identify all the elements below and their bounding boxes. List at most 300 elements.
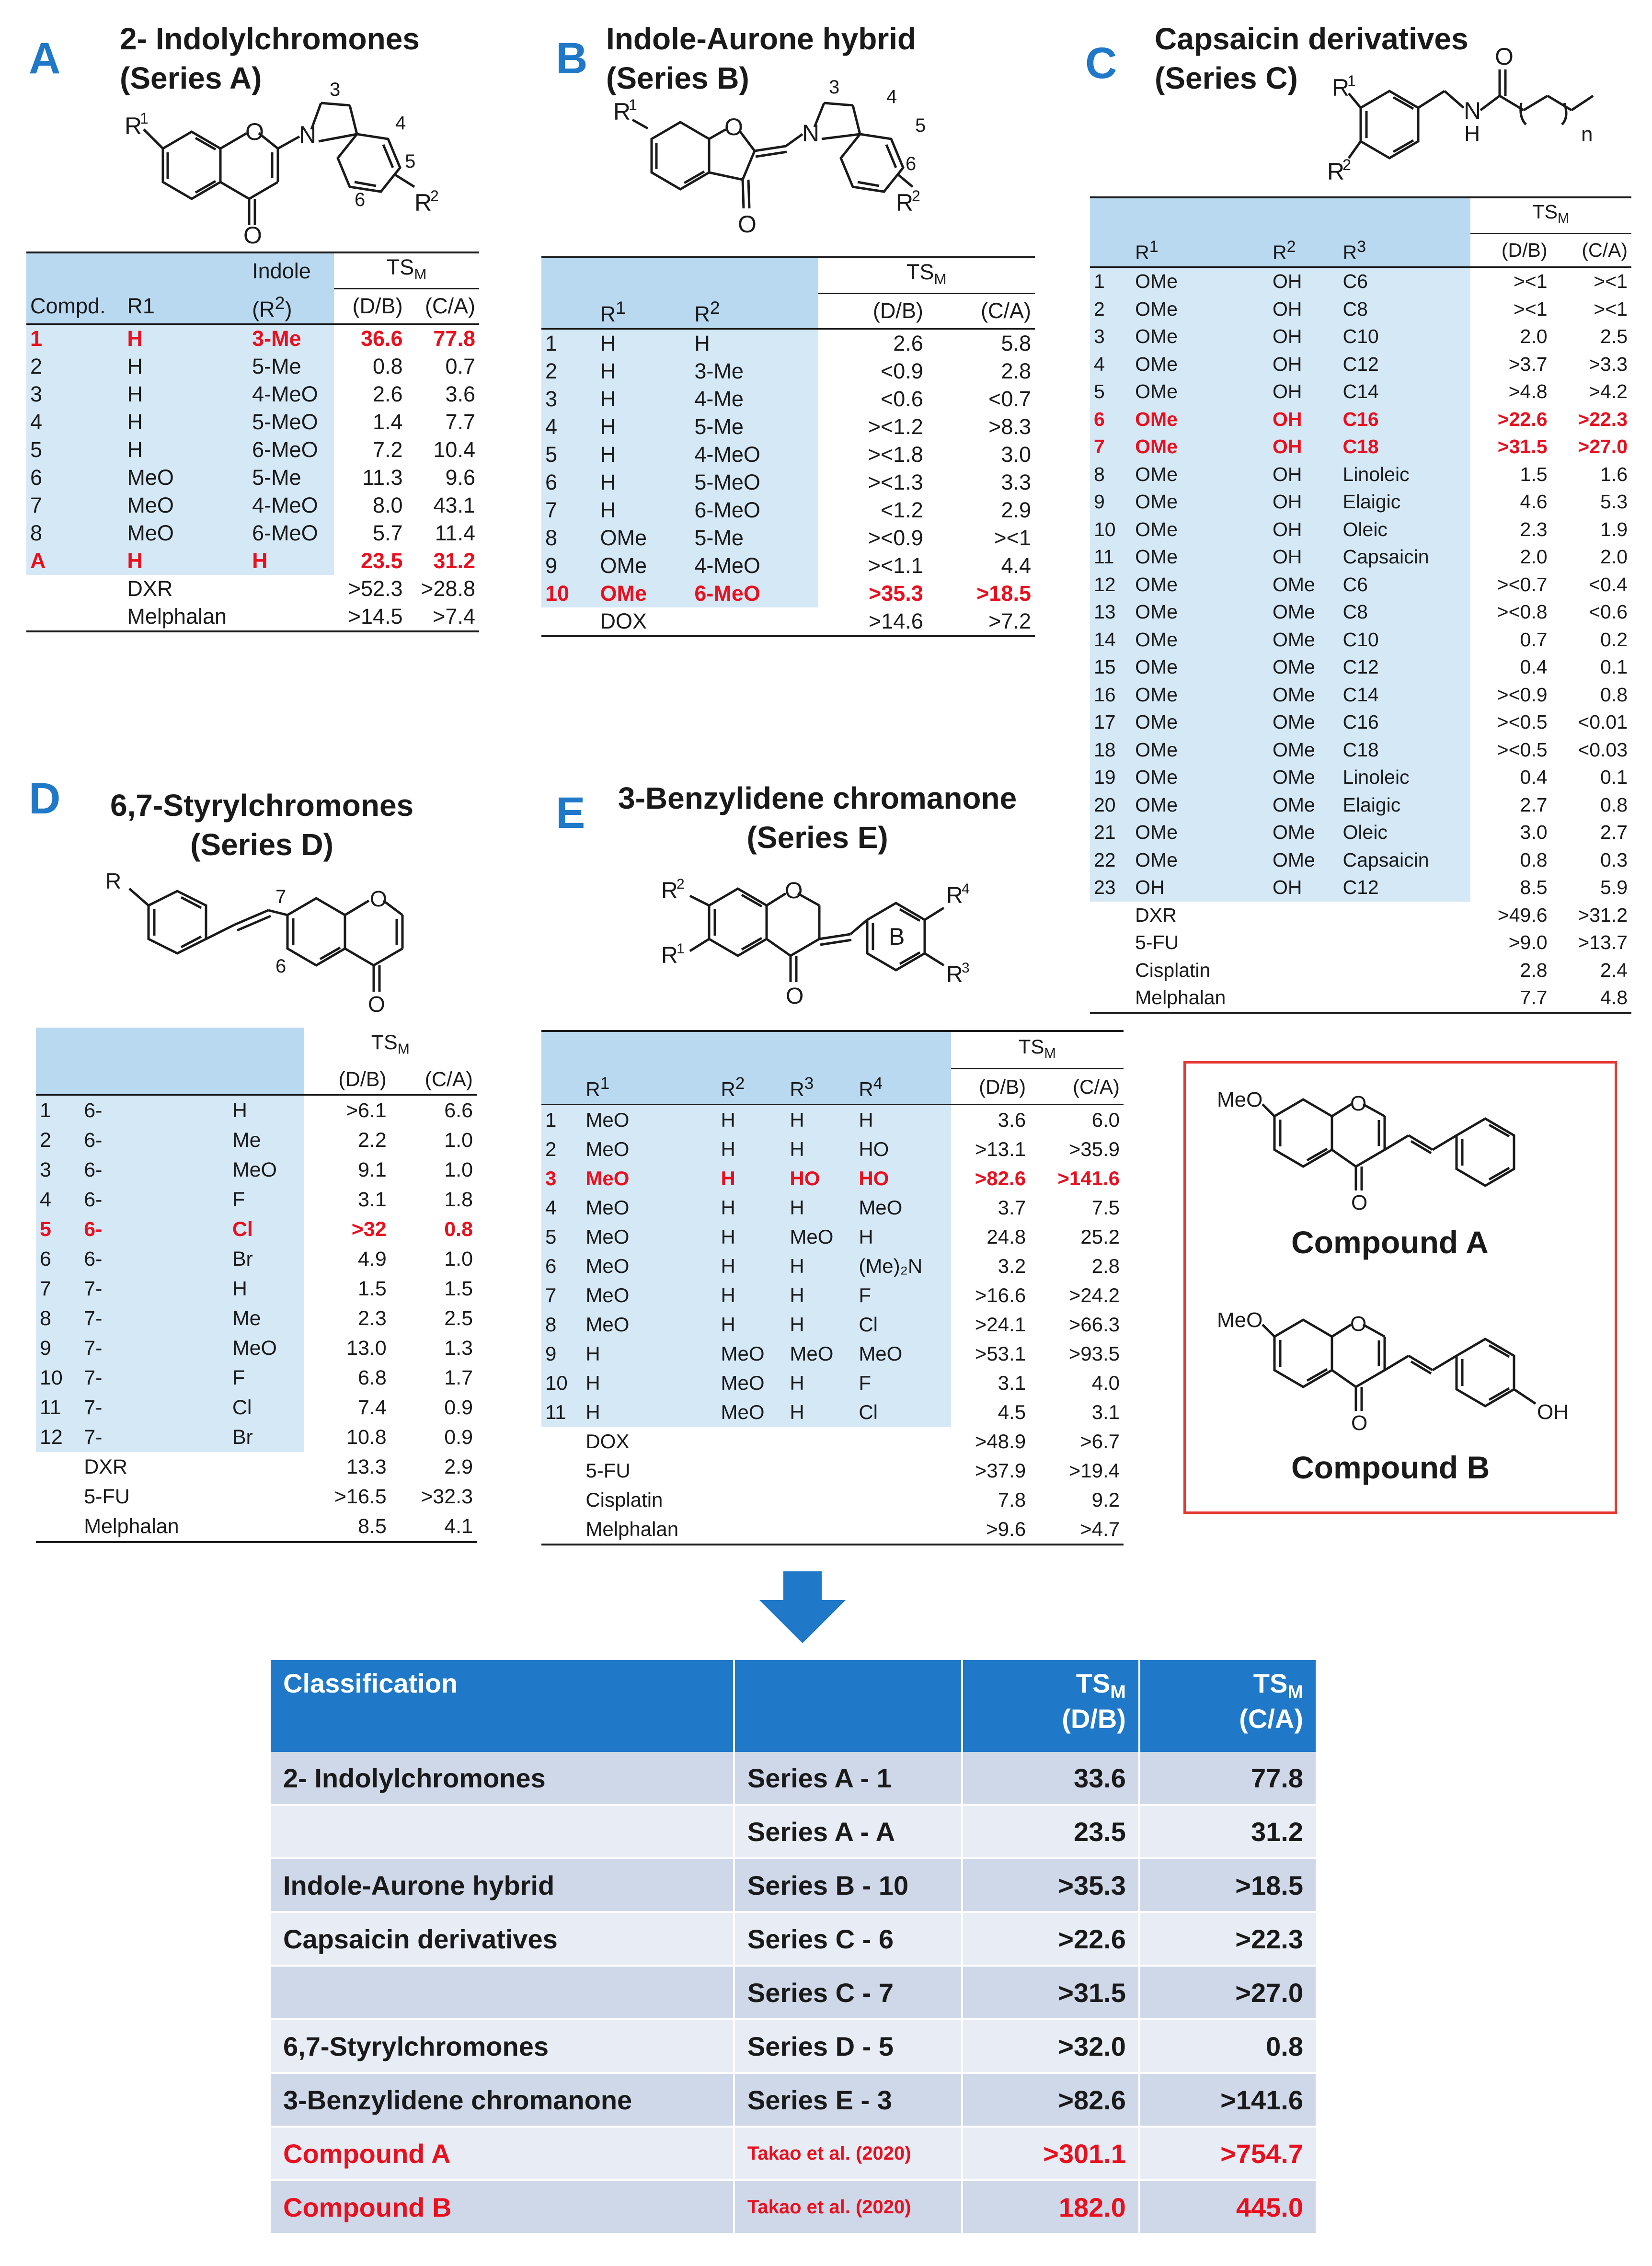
cell-r1: MeO xyxy=(123,519,248,547)
cell-r2: OH xyxy=(1269,488,1339,516)
cell-r3: C8 xyxy=(1339,296,1470,323)
cell-db: 4.5 xyxy=(998,1400,1026,1423)
panel-a-pos5: 5 xyxy=(405,151,416,172)
cell-r1: H xyxy=(123,380,248,408)
cell-ca: 2.7 xyxy=(1600,821,1628,844)
cell-c: 8 xyxy=(26,519,123,547)
cell-ca: 0.8 xyxy=(444,1217,473,1241)
cell-r1: OMe xyxy=(1131,598,1269,626)
table-row xyxy=(541,1134,1124,1164)
summary-classification: Capsaicin derivatives xyxy=(271,1912,734,1966)
empty-cell xyxy=(541,1514,582,1545)
compound-b-structure xyxy=(1217,1293,1591,1435)
cell-r1: OMe xyxy=(1131,709,1269,736)
empty-cell xyxy=(786,1485,855,1514)
panel-b-o-ring: O xyxy=(724,114,743,140)
summary-classification xyxy=(271,1966,734,2019)
table-row xyxy=(1090,626,1631,654)
cell-r4: Cl xyxy=(855,1310,951,1339)
summary-classification: 3-Benzylidene chromanone xyxy=(271,2073,734,2127)
cell-ca: 0.9 xyxy=(444,1396,473,1419)
cell-db: 7.2 xyxy=(373,437,403,462)
ref-db: >52.3 xyxy=(348,576,403,601)
cell-db: ><0.9 xyxy=(868,525,923,550)
cell-r3: MeO xyxy=(786,1222,855,1251)
cell-c: 7 xyxy=(541,1281,582,1310)
cell-r2: MeO xyxy=(717,1368,786,1397)
panel-b-pos4: 4 xyxy=(886,86,897,107)
panel-b-table xyxy=(541,256,1035,637)
cell-r2: H xyxy=(717,1251,786,1281)
table-row xyxy=(541,580,1035,607)
cell-ca: 4.0 xyxy=(1091,1371,1120,1394)
head-r1: R1 xyxy=(123,289,248,324)
cell-r2: 6-MeO xyxy=(690,580,818,607)
cell-r2: 5-MeO xyxy=(690,469,818,496)
cell-db: 24.8 xyxy=(987,1225,1026,1248)
panel-c-n-subscript: n xyxy=(1581,123,1593,146)
panel-c-r1-sup: 1 xyxy=(1347,72,1356,90)
cell-r2: OH xyxy=(1269,267,1339,296)
cell-c: 8 xyxy=(541,524,597,552)
summary-row xyxy=(271,2127,1317,2180)
cell-db: <1.2 xyxy=(880,497,923,522)
cell-r4: F xyxy=(855,1281,951,1310)
ref-name: DXR xyxy=(127,576,173,601)
ref-ca: >19.4 xyxy=(1068,1459,1120,1482)
head-r1: $R^1$ xyxy=(597,294,691,329)
reference-row xyxy=(1090,929,1631,957)
cell-ca: >66.3 xyxy=(1068,1313,1120,1336)
table-row xyxy=(541,552,1035,580)
cell-r1: H xyxy=(123,353,248,380)
panel-a-title-line2: (Series A) xyxy=(120,61,262,95)
panel-e-title-line2: (Series E) xyxy=(746,820,888,855)
cell-r1: H xyxy=(123,324,248,353)
cell-ca: 7.7 xyxy=(445,409,475,434)
cell-r1: OMe xyxy=(1131,378,1269,406)
cell-r4: H xyxy=(855,1104,951,1134)
table-row xyxy=(1090,433,1631,461)
cell-ca: 0.7 xyxy=(445,354,475,378)
cell-r1: H xyxy=(597,385,691,413)
cell-c: 2 xyxy=(26,353,123,380)
cell-r2: H xyxy=(717,1193,786,1222)
panel-e-title xyxy=(618,778,1017,857)
ref-name: DOX xyxy=(585,1430,630,1453)
cell-c: 9 xyxy=(36,1333,80,1363)
summary-ca: >141.6 xyxy=(1139,2073,1317,2127)
cell-r2: 6-MeO xyxy=(248,436,334,464)
cell-c: 7 xyxy=(541,496,597,524)
cell-r1: OMe xyxy=(1131,626,1269,654)
reference-row xyxy=(541,607,1035,636)
ref-db: >14.5 xyxy=(334,603,406,631)
ref-ca: 4.1 xyxy=(390,1511,477,1542)
table-row xyxy=(26,324,479,353)
empty-cell xyxy=(248,603,334,631)
table-row xyxy=(541,1222,1124,1251)
cell-r2: 3-Me xyxy=(248,324,334,353)
cell-db: ><1.2 xyxy=(868,414,923,439)
table-row xyxy=(26,408,479,436)
empty-cell xyxy=(1090,902,1131,929)
table-row xyxy=(541,1397,1124,1427)
cell-c: 19 xyxy=(1090,764,1131,791)
ref-db: 7.8 xyxy=(998,1488,1026,1511)
cell-r3: Elaigic xyxy=(1339,488,1470,516)
cell-c: 3 xyxy=(541,385,597,413)
cell-r2: OH xyxy=(1269,323,1339,351)
table-row xyxy=(541,469,1035,496)
cell-db: 1.4 xyxy=(373,409,403,434)
empty-cell xyxy=(717,1514,786,1545)
table-row xyxy=(26,547,479,575)
table-row xyxy=(26,519,479,547)
panel-e-r3-sup: 3 xyxy=(962,960,970,976)
panel-e-r2-sup: 2 xyxy=(677,876,685,892)
cell-r3: Capsaicin xyxy=(1339,847,1470,874)
cell-r3: Elaigic xyxy=(1339,791,1470,819)
summary-row xyxy=(271,2180,1317,2234)
table-row xyxy=(1090,461,1631,489)
table-row xyxy=(541,1339,1124,1368)
table-row xyxy=(541,1104,1124,1134)
cell-r: H xyxy=(229,1095,304,1125)
cell-db: 2.0 xyxy=(1520,546,1548,568)
cell-db: 4.9 xyxy=(357,1247,387,1270)
cell-ca: 25.2 xyxy=(1080,1225,1120,1248)
panel-b-r2-label: R xyxy=(896,189,914,216)
cell-ca: >18.5 xyxy=(976,581,1031,606)
table-row xyxy=(541,413,1035,441)
empty-cell xyxy=(36,1511,80,1542)
cell-r1: H xyxy=(123,408,248,436)
summary-db: 33.6 xyxy=(962,1752,1139,1805)
cell-ca: 31.2 xyxy=(433,548,475,573)
empty-cell xyxy=(1090,984,1131,1013)
summary-series: Series A - A xyxy=(734,1805,962,1858)
cell-db: >6.1 xyxy=(304,1095,390,1125)
summary-classification: 2- Indolylchromones xyxy=(271,1752,734,1805)
cell-r2: OMe xyxy=(1269,681,1339,709)
cell-r2: OMe xyxy=(1269,847,1339,874)
cell-ca: 0.1 xyxy=(1600,766,1628,789)
head-db: (D/B) xyxy=(338,1067,387,1091)
reference-row xyxy=(36,1452,477,1482)
cell-db: 0.8 xyxy=(373,354,403,378)
cell-db: 0.4 xyxy=(1520,656,1548,678)
cell-ca: 6.6 xyxy=(390,1095,477,1125)
table-row xyxy=(36,1244,477,1274)
summary-series: Series A - 1 xyxy=(734,1752,962,1805)
cell-ca: <0.01 xyxy=(1578,711,1628,733)
table-row xyxy=(1090,709,1631,736)
panel-a-letter: A xyxy=(29,34,61,83)
summary-ca: >22.3 xyxy=(1139,1912,1317,1966)
cell-r1: OH xyxy=(1131,874,1269,902)
ref-name: Melphalan xyxy=(80,1511,229,1542)
cell-c: 6 xyxy=(541,469,597,496)
table-row xyxy=(1090,323,1631,351)
cell-r3: H xyxy=(786,1104,855,1134)
head-r3: $R^3$ xyxy=(786,1069,855,1105)
empty-cell xyxy=(690,607,818,636)
empty-cell xyxy=(541,1456,582,1485)
empty-cell xyxy=(1090,929,1131,957)
cell-r4: Cl xyxy=(855,1397,951,1427)
summary-classification: 6,7-Styrylchromones xyxy=(271,2019,734,2073)
cell-ca: 0.2 xyxy=(1600,628,1628,651)
cell-ca: <0.4 xyxy=(1589,573,1628,595)
cell-db: 8.5 xyxy=(1520,876,1548,899)
empty-cell xyxy=(229,1482,304,1511)
cell-r1: MeO xyxy=(582,1251,717,1281)
panel-a-r1-sup: 1 xyxy=(140,110,149,127)
cell-db: 2.3 xyxy=(1520,518,1548,540)
empty-cell xyxy=(26,575,123,603)
cell-r2: H xyxy=(717,1281,786,1310)
table-row xyxy=(1090,764,1631,791)
cell-c: 4 xyxy=(26,408,123,436)
cell-c: 1 xyxy=(26,324,123,353)
ref-db: >9.0 xyxy=(1508,931,1548,954)
cell-r2: 5-Me xyxy=(248,464,334,492)
cell-r2: H xyxy=(248,547,334,575)
cell-c: 11 xyxy=(1090,543,1131,571)
cell-db: ><0.8 xyxy=(1497,601,1548,623)
head-ca: (C/A) xyxy=(424,1067,473,1091)
panel-c-n-label: N xyxy=(1464,97,1481,124)
table-row xyxy=(26,464,479,492)
table-row xyxy=(36,1422,477,1452)
cell-ca: <0.6 xyxy=(1589,601,1628,623)
ref-db: >14.6 xyxy=(818,607,927,636)
cell-c: 6 xyxy=(36,1244,80,1274)
cell-db: 0.4 xyxy=(1520,766,1548,789)
cell-r3: Oleic xyxy=(1339,516,1470,544)
panel-a-pos3: 3 xyxy=(330,79,341,100)
head-ca: (C/A) xyxy=(981,298,1031,323)
cell-c: 5 xyxy=(541,1222,582,1251)
summary-row xyxy=(271,1858,1317,1912)
panel-c-table xyxy=(1090,196,1631,1014)
cell-db: 5.7 xyxy=(373,520,403,545)
panel-b-r1-sup: 1 xyxy=(629,96,637,114)
panel-c-letter: C xyxy=(1085,39,1117,88)
reference-row xyxy=(541,1514,1124,1545)
cell-p: 6- xyxy=(80,1095,229,1125)
cell-ca: 3.1 xyxy=(1091,1400,1120,1423)
reference-row xyxy=(541,1456,1124,1485)
cell-r2: OH xyxy=(1269,351,1339,378)
summary-db: >82.6 xyxy=(962,2073,1139,2127)
cell-c: 5 xyxy=(26,436,123,464)
cell-c: 16 xyxy=(1090,681,1131,709)
cell-r1: OMe xyxy=(1131,296,1269,323)
ref-ca: >28.8 xyxy=(421,576,475,601)
cell-r1: H xyxy=(597,441,691,469)
panel-d-r-label: R xyxy=(105,869,122,893)
table-row xyxy=(1090,267,1631,296)
empty-cell xyxy=(1269,957,1339,984)
cell-r1: MeO xyxy=(582,1164,717,1193)
table-row xyxy=(36,1185,477,1214)
head-r4: $R^4$ xyxy=(855,1069,951,1105)
cell-ca: >27.0 xyxy=(1578,435,1628,458)
summary-db: >301.1 xyxy=(962,2127,1139,2180)
cell-c: 2 xyxy=(541,357,597,385)
cell-r1: OMe xyxy=(1131,681,1269,709)
table-row xyxy=(1090,874,1631,902)
cell-c: 1 xyxy=(1090,267,1131,296)
table-row xyxy=(26,436,479,464)
reference-row xyxy=(26,575,479,603)
cell-db: >16.6 xyxy=(975,1283,1026,1306)
cell-r2: 4-MeO xyxy=(248,492,334,519)
table-row xyxy=(541,1193,1124,1222)
cell-ca: 2.5 xyxy=(444,1306,473,1330)
table-row xyxy=(541,1251,1124,1281)
cell-c: 10 xyxy=(541,580,597,607)
empty-cell xyxy=(855,1427,951,1456)
cell-db: ><1.3 xyxy=(868,469,923,494)
ref-ca: >7.2 xyxy=(927,607,1035,636)
table-row xyxy=(1090,819,1631,847)
cell-c: 9 xyxy=(541,552,597,580)
panel-e-structure xyxy=(656,862,1030,1020)
head-indole: Indole xyxy=(248,252,334,289)
cell-ca: >141.6 xyxy=(1057,1167,1120,1190)
cell-c: 12 xyxy=(1090,571,1131,599)
cell-db: 23.5 xyxy=(360,548,403,573)
cell-r3: C16 xyxy=(1339,709,1470,736)
head-tsm: $TS_M$ xyxy=(334,252,479,289)
compound-b-o-carbonyl: O xyxy=(1351,1411,1368,1435)
cell-r3: Linoleic xyxy=(1339,461,1470,489)
table-row xyxy=(36,1155,477,1185)
cell-c: 6 xyxy=(541,1251,582,1281)
reference-row xyxy=(26,603,479,631)
head-compd: Compd. xyxy=(26,289,123,324)
cell-db: 4.6 xyxy=(1520,491,1548,513)
panel-a-o-ring: O xyxy=(245,118,264,145)
summary-ca: >27.0 xyxy=(1139,1966,1317,2019)
empty-cell xyxy=(541,1427,582,1456)
cell-r1: MeO xyxy=(582,1193,717,1222)
cell-r1: H xyxy=(582,1368,717,1397)
summary-row xyxy=(271,1805,1317,1858)
cell-c: 5 xyxy=(1090,378,1131,406)
cell-db: 10.8 xyxy=(346,1425,387,1449)
cell-p: 6- xyxy=(80,1125,229,1155)
cell-r3: Oleic xyxy=(1339,819,1470,847)
cell-r3: MeO xyxy=(786,1339,855,1368)
table-row xyxy=(1090,847,1631,874)
down-arrow-icon xyxy=(755,1571,850,1648)
cell-r2: OMe xyxy=(1269,571,1339,599)
empty-cell xyxy=(1339,929,1470,957)
cell-r1: MeO xyxy=(582,1310,717,1339)
ref-ca: 9.2 xyxy=(1091,1488,1120,1511)
summary-db: >35.3 xyxy=(962,1858,1139,1912)
table-row xyxy=(541,1368,1124,1397)
cell-p: 7- xyxy=(80,1333,229,1363)
cell-r3: H xyxy=(786,1368,855,1397)
cell-r2: OMe xyxy=(1269,764,1339,791)
panel-d-title xyxy=(110,786,413,864)
ref-ca: >31.2 xyxy=(1578,904,1628,926)
cell-r2: OMe xyxy=(1269,653,1339,681)
table-row xyxy=(1090,681,1631,709)
cell-r2: OMe xyxy=(1269,736,1339,764)
cell-r4: MeO xyxy=(855,1339,951,1368)
cell-ca: 3.3 xyxy=(1001,469,1031,494)
cell-ca: 0.8 xyxy=(1600,793,1628,816)
cell-db: ><1.8 xyxy=(868,442,923,467)
cell-r1: H xyxy=(123,547,248,575)
empty-cell xyxy=(26,603,123,631)
cell-db: 8.0 xyxy=(373,492,403,517)
cell-r1: OMe xyxy=(1131,267,1269,296)
cell-db: >32 xyxy=(351,1217,387,1241)
cell-db: >35.3 xyxy=(868,581,923,606)
cell-c: 4 xyxy=(36,1185,80,1214)
cell-ca: >3.3 xyxy=(1589,353,1628,375)
panel-b-r1-label: R xyxy=(613,98,631,125)
cell-ca: 0.3 xyxy=(1600,848,1628,871)
panel-b-pos5: 5 xyxy=(915,115,926,136)
cell-db: 36.6 xyxy=(334,324,406,353)
cell-r1: OMe xyxy=(1131,819,1269,847)
empty-cell xyxy=(541,607,597,636)
cell-c: 4 xyxy=(1090,351,1131,378)
cell-r1: OMe xyxy=(597,580,691,607)
ref-ca: 2.9 xyxy=(444,1455,473,1478)
cell-r2: OH xyxy=(1269,874,1339,902)
cell-r: Me xyxy=(229,1304,304,1333)
panel-c-r2-label: R xyxy=(1327,158,1345,185)
cell-ca: 0.8 xyxy=(1600,683,1628,706)
cell-r3: HO xyxy=(786,1164,855,1193)
panel-b-title-line2: (Series B) xyxy=(606,61,749,95)
empty-cell xyxy=(786,1427,855,1456)
table-row xyxy=(541,1164,1124,1193)
summary-classification: Compound A xyxy=(271,2127,734,2180)
panel-c-r2-sup: 2 xyxy=(1342,156,1351,173)
cell-db: 0.8 xyxy=(1520,848,1548,871)
table-row xyxy=(36,1304,477,1333)
cell-ca: 5.8 xyxy=(927,329,1035,357)
cell-p: 7- xyxy=(80,1393,229,1422)
cell-c: 5 xyxy=(541,441,597,469)
cell-ca: 1.9 xyxy=(1600,518,1628,540)
cell-c: 8 xyxy=(36,1304,80,1333)
summary-ca: >18.5 xyxy=(1139,1858,1317,1912)
empty-cell xyxy=(1269,902,1339,929)
cell-ca: 5.9 xyxy=(1600,876,1628,899)
table-row xyxy=(541,329,1035,357)
cell-r1: OMe xyxy=(1131,406,1269,434)
cell-c: 9 xyxy=(1090,488,1131,516)
cell-r1: OMe xyxy=(1131,847,1269,874)
cell-r3: C14 xyxy=(1339,378,1470,406)
cell-db: ><0.7 xyxy=(1497,573,1548,595)
cell-r3: C16 xyxy=(1339,406,1470,434)
head-db: (D/B) xyxy=(979,1075,1026,1098)
cell-db: ><0.5 xyxy=(1497,738,1548,761)
cell-r3: Linoleic xyxy=(1339,764,1470,791)
